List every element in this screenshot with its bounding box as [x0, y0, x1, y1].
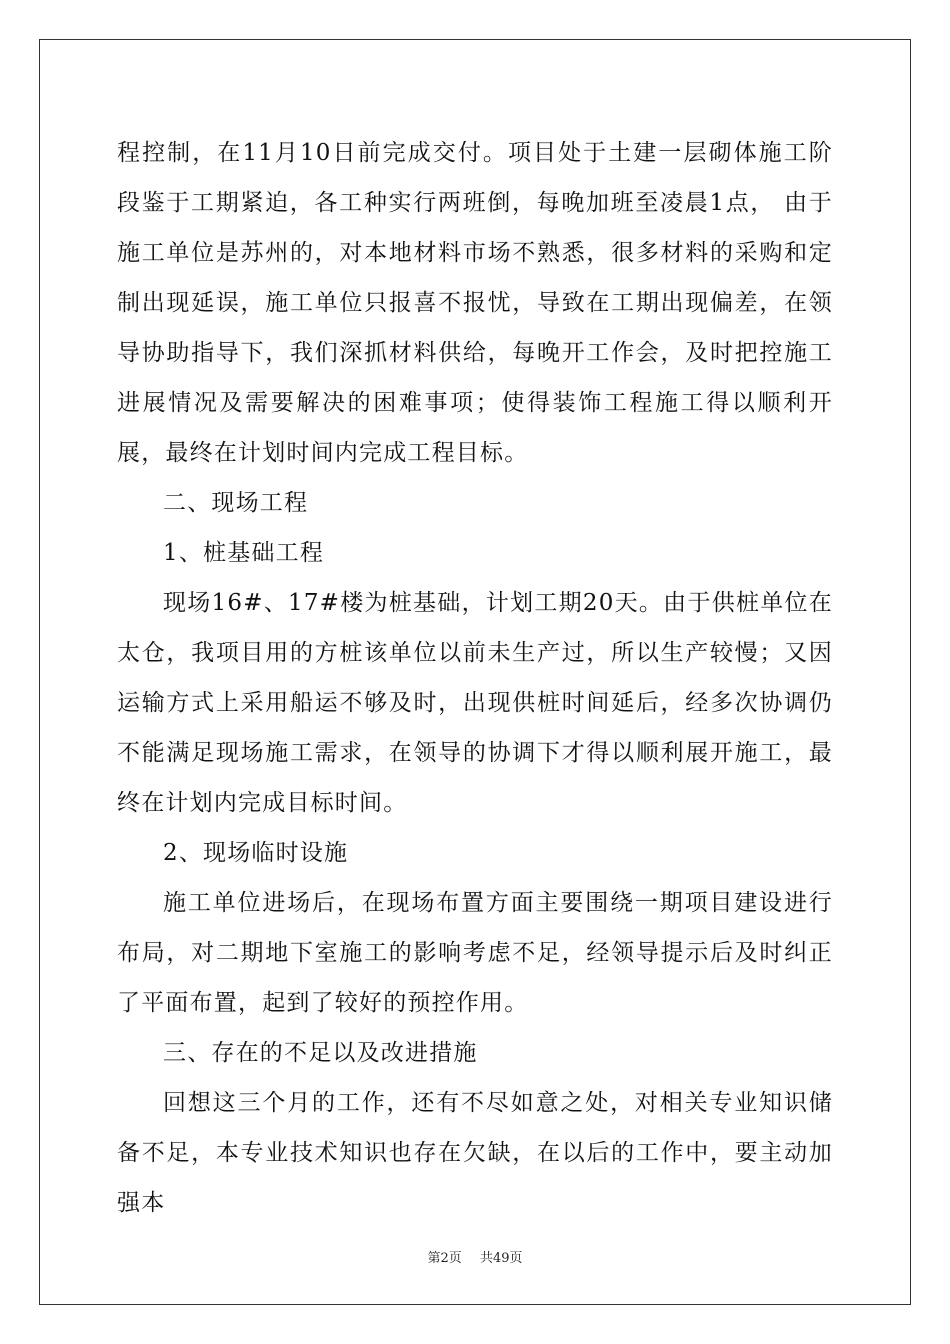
paragraph-pile-foundation: 现场16#、17#楼为桩基础，计划工期20天。由于供桩单位在太仓，我项目用的方桩该单位以前未生产过，所以生产较慢；又因运输方式上采用船运不够及时，出现供桩时间延后，经多次协调仍不能满足现场施工需求，在领导的协调下才得以顺利展开施工，最终在计划内完成目标时间。: [117, 590, 833, 816]
page-number: 第2页: [427, 1251, 462, 1266]
subsection-heading-temporary-facilities: 2、现场临时设施: [163, 840, 349, 866]
page-footer: [0, 1247, 950, 1266]
section-heading-shortcomings: 三、存在的不足以及改进措施: [163, 1040, 478, 1066]
total-pages: 共49页: [479, 1251, 523, 1266]
subsection-heading-pile-foundation: 1、桩基础工程: [163, 540, 325, 566]
document-body: [117, 128, 833, 1228]
section-heading-site-engineering: 二、现场工程: [163, 490, 309, 516]
paragraph-shortcomings: 回想这三个月的工作，还有不尽如意之处，对相关专业知识储备不足，本专业技术知识也存在欠缺，在以后的工作中，要主动加强本: [117, 1090, 833, 1216]
paragraph-temporary-facilities: 施工单位进场后，在现场布置方面主要围绕一期项目建设进行布局，对二期地下室施工的影响考虑不足，经领导提示后及时纠正了平面布置，起到了较好的预控作用。: [117, 890, 833, 1016]
paragraph-continuation: 程控制，在11月10日前完成交付。项目处于土建一层砌体施工阶段鉴于工期紧迫，各工种实行两班倒，每晚加班至凌晨1点， 由于施工单位是苏州的，对本地材料市场不熟悉，很多材料的采购和定制出现延误，施工单位只报喜不报忧，导致在工期出现偏差，在领导协助指导下，我们深抓材料供给，每晚开工作会，及时把控施工进展情况及需要解决的困难事项；使得装饰工程施工得以顺利开展，最终在计划时间内完成工程目标。: [117, 140, 833, 466]
